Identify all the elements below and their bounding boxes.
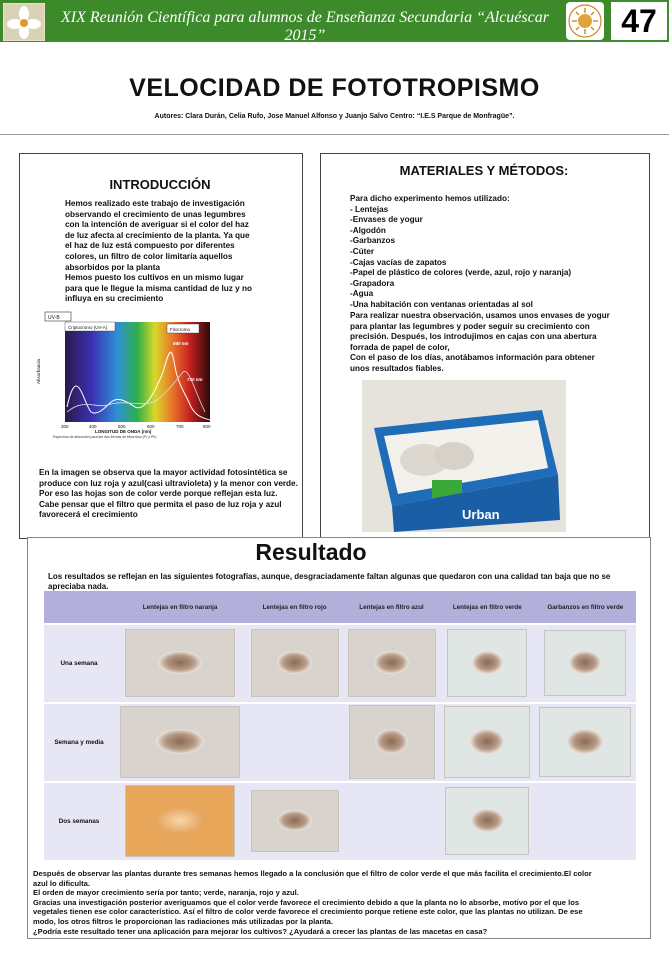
results-table [44,591,636,860]
spectrum-tick: 400 [89,424,97,429]
spectrum-tick: 600 [147,424,155,429]
peak-730-label: 730 nm [187,377,203,382]
flower-logo-icon [3,3,45,41]
results-intro: Los resultados se reflejan en las siguientes fotografías, aunque, desgraciadamente faltan algunas que quedaron con una calidad tan baja que no se apreciaba nada. [48,572,611,591]
table-corner-cell [44,591,114,624]
spectrum-tick: 800 [203,424,211,429]
spectrum-tick: 700 [176,424,184,429]
row-label: Semana y media [44,703,114,782]
empty-cell [343,782,440,860]
spectrum-xlabel: LONGITUD DE ONDA (nm) [95,429,152,434]
plant-photo [544,630,626,696]
poster-authors: Autores: Clara Durán, Celia Rufo, Jose Manuel Alfonso y Juanjo Salvo Centro: “I.E.S Parque de Monfragüe”. [154,113,515,120]
plant-photo [349,705,435,779]
table-row [44,703,636,782]
plant-photo [125,629,235,697]
shoebox-photo [362,380,566,532]
intro-conclusion-text: En la imagen se observa que la mayor actividad fotosintética se produce con luz roja y azul(casi ultravioleta) y la menor con verde. Por eso las hojas son de color verde porque reflejan esta luz. Cabe pensar que el filtro que permita el paso de luz roja y azul favorecerá el crecimiento [39,468,298,520]
absorption-spectrum-figure [36,312,217,439]
column-header: Lentejas en filtro naranja [114,591,246,624]
sun-seal-icon [566,2,604,40]
plant-photo [445,787,529,855]
spectrum-ylabel: Absorbancia [36,358,41,384]
plant-photo [539,707,631,777]
empty-cell [246,703,343,782]
plant-photo [251,790,339,852]
plant-photo [444,706,530,778]
poster-number: 47 [611,2,667,40]
materials-title: MATERIALES Y MÉTODOS: [399,163,569,178]
intro-title: INTRODUCCIÓN [109,177,211,192]
column-header: Lentejas en filtro verde [440,591,535,624]
results-conclusion: Después de observar las plantas durante tres semanas hemos llegado a la conclusión que el filtro de color verde el que más facilita el crecimiento.El color azul lo dificulta. El orden de mayor crecimiento sería por tanto; verde, naranja, rojo y azul. Gracias una investigación posterior averiguamos que el color verde favorece el crecimiento debido a que la planta no lo absorbe, motivo por el que los vegetales tienen ese color característico. Así el filtro de color verde favorece el crecimiento porque retiene este color, que las plantas no utilizan. De ese modo, los otros filtros le proporcionan las radiaciones más utilizadas por la planta. ¿Podría este resultado tener una aplicación para mejorar los cultivos? ¿Ayudará a crecer las plantas de las macetas en casa? [33,869,592,936]
column-header: Lentejas en filtro rojo [246,591,343,624]
plant-photo [125,785,235,857]
table-row [44,782,636,860]
row-label: Dos semanas [44,782,114,860]
spectrum-tick: 300 [61,424,69,429]
plant-photo [447,629,527,697]
plant-photo [348,629,436,697]
spectrum-tick: 500 [118,424,126,429]
plant-photo [251,629,339,697]
header-title: XIX Reunión Científica para alumnos de Enseñanza Secundaria “Alcuéscar 2015” [61,9,549,44]
table-header-row [44,591,636,624]
materials-list: Para dicho experimento hemos utilizado: - Lentejas -Envases de yogur -Algodón -Garbanzos -Cúter -Cajas vacías de zapatos -Papel de plástico de colores (verde, azul, rojo y naranja) -Grapadora -Agua -Una habitación con ventanas orientadas al sol [350,194,572,309]
spectrum-caption: Espectros de absorción para las dos formas de fitocromo (Pr y Pfr) [53,435,157,439]
uvb-label: UV-B [48,315,60,321]
peak-660-label: 660 nm [173,341,189,346]
header-banner [0,0,669,42]
column-header: Lentejas en filtro azul [343,591,440,624]
empty-cell [535,782,636,860]
poster-title: VELOCIDAD DE FOTOTROPISMO [129,74,540,102]
table-row [44,624,636,703]
column-header: Garbanzos en filtro verde [535,591,636,624]
results-title: Resultado [255,539,367,565]
intro-text: Hemos realizado este trabajo de investigación observando el crecimiento de unas legumbres con la intención de averiguar si el color del haz de luz afecta al crecimiento de la planta. Ya que el haz de luz está compuesto por diferentes colores, un filtro de color limitaría aquellos absorbidos por la planta Hemos puesto los cultivos en un mismo lugar para que le llegue la misma cantidad de luz y no influya en su crecimiento [65,199,253,304]
divider [0,134,669,135]
box-brand-label: Urban [462,507,500,522]
fito-label: Fitocromo [170,327,191,332]
materials-method-text: Para realizar nuestra observación, usamos unos envases de yogur para plantar las legumbres y poder seguir su crecimiento con precisión. Después, los introdujimos en cajas con una abertura forrada de papel de color, Con el paso de los días, anotábamos información para obtener unos resultados fiables. [350,311,610,373]
uva-label: Criptocromo (UV-A) [68,325,108,330]
plant-photo [120,706,240,778]
row-label: Una semana [44,624,114,703]
